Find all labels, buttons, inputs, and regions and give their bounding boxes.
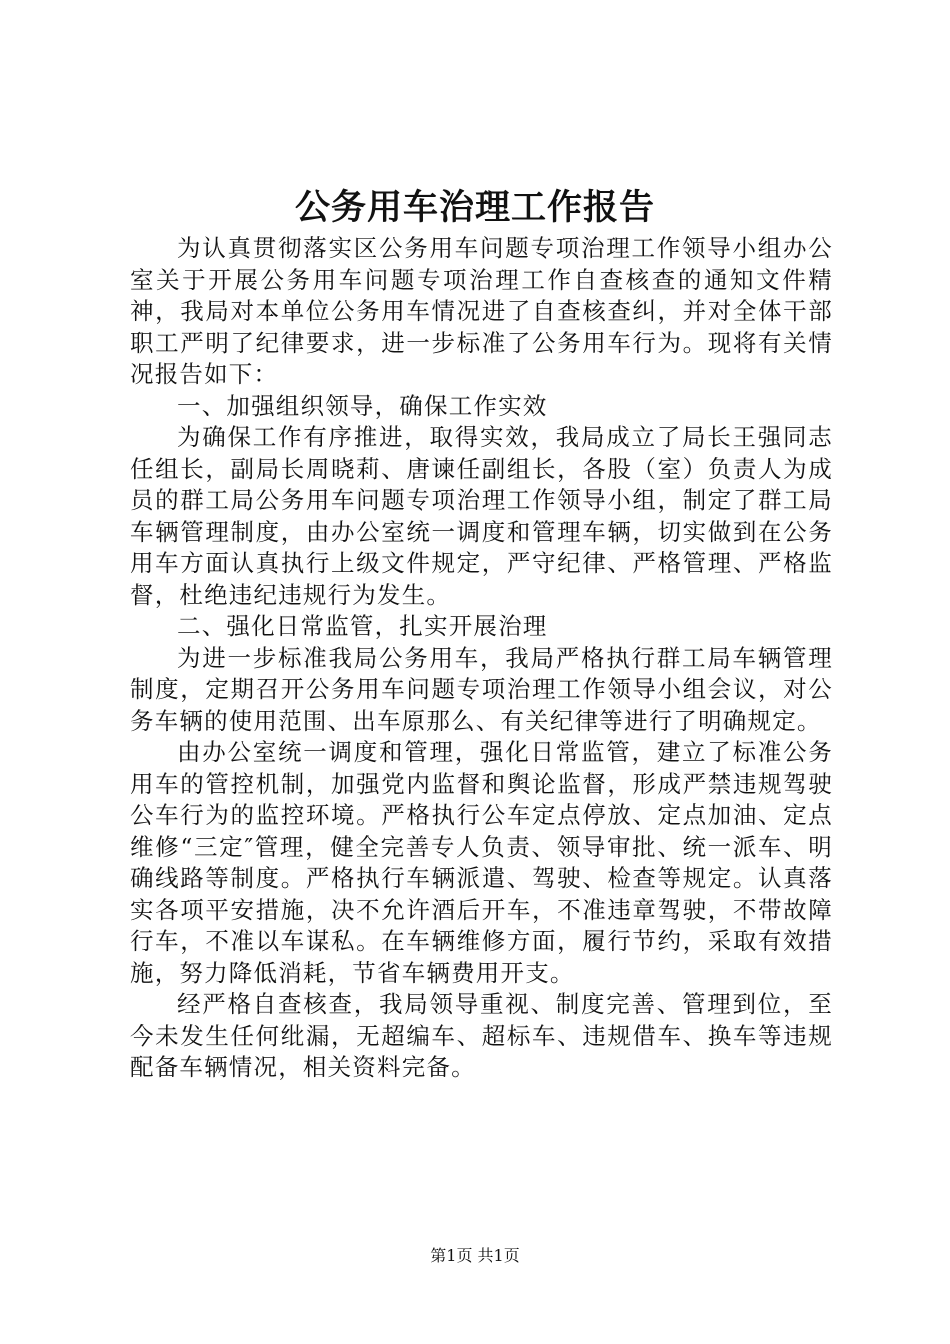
section-heading-2: 二、强化日常监管，扎实开展治理 (177, 612, 548, 640)
conclusion-paragraph: 经严格自查核查，我局领导重视、制度完善、管理到位，至今未发生任何纰漏，无超编车、超标车、违规借车、换车等违规配备车辆情况，相关资料完备。 (130, 990, 833, 1081)
section-1-paragraph: 为确保工作有序推进，取得实效，我局成立了局长王强同志任组长，副局长周晓莉、唐谏任副组长，各股（室）负责人为成员的群工局公务用车问题专项治理工作领导小组，制定了群工局车辆管理制度，由办公室统一调度和管理车辆，切实做到在公务用车方面认真执行上级文件规定，严守纪律、严格管理、严格监督，杜绝违纪违规行为发生。 (130, 423, 833, 609)
page-footer: 第1页 共1页 (430, 1246, 520, 1265)
section-2-paragraph-1: 为进一步标准我局公务用车，我局严格执行群工局车辆管理制度，定期召开公务用车问题专项治理工作领导小组会议，对公务车辆的使用范围、出车原那么、有关纪律等进行了明确规定。 (130, 643, 833, 735)
section-heading-1: 一、加强组织领导，确保工作实效 (177, 391, 548, 420)
intro-paragraph: 为认真贯彻落实区公务用车问题专项治理工作领导小组办公室关于开展公务用车问题专项治理工作自查核查的通知文件精神，我局对本单位公务用车情况进了自查核查纠，并对全体干部职工严明了纪律要求，进一步标准了公务用车行为。现将有关情况报告如下： (130, 234, 833, 388)
section-2-paragraph-2: 由办公室统一调度和管理，强化日常监管，建立了标准公务用车的管控机制，加强党内监督和舆论监督，形成严禁违规驾驶公车行为的监控环境。严格执行公车定点停放、定点加油、定点维修“三定″管理，健全完善专人负责、领导审批、统一派车、明确线路等制度。严格执行车辆派遣、驾驶、检查等规定。认真落实各项平安措施，决不允许酒后开车，不准违章驾驶，不带故障行车，不准以车谋私。在车辆维修方面，履行节约，采取有效措施，努力降低消耗，节省车辆费用开支。 (130, 738, 833, 987)
document-title: 公务用车治理工作报告 (294, 187, 655, 228)
document-body (130, 233, 833, 1084)
